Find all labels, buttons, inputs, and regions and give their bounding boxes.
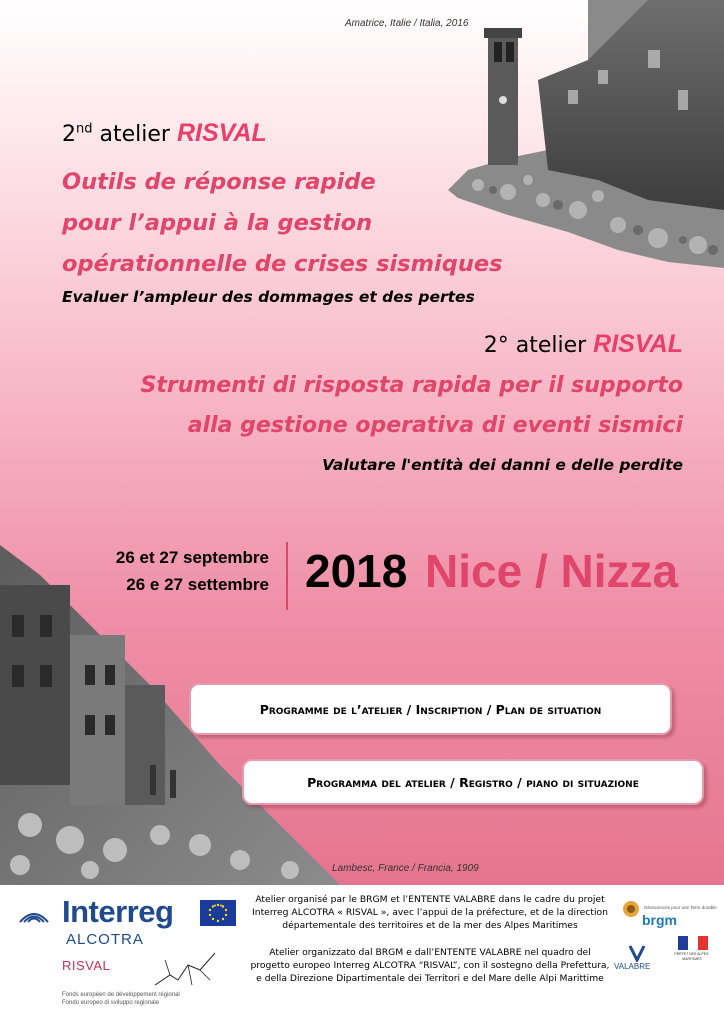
dates-french: 26 et 27 septembre — [115, 548, 269, 567]
date-divider — [286, 542, 288, 610]
french-title-line: pour l’appui à la gestion — [62, 210, 373, 236]
valabre-logo-text: VALABRE — [614, 962, 651, 971]
dates-italian: 26 e 27 settembre — [126, 575, 269, 594]
risval-label: RISVAL — [176, 119, 267, 147]
brgm-tagline: Géosciences pour une Terre durable — [644, 905, 717, 910]
risval-logo-text: RISVAL — [62, 958, 111, 973]
french-title-line: opérationnelle de crises sismiques — [62, 251, 503, 277]
eu-flag-icon — [200, 900, 236, 926]
italian-subtitle: Valutare l'entità dei danni e delle perdite — [322, 456, 683, 474]
fund-fr-text: Fonds européen de développement régional — [62, 992, 180, 998]
brgm-logo-text: brgm — [642, 912, 677, 928]
prefet-logo-text: PRÉFET DES ALPES-MARITIMES — [674, 952, 710, 961]
ordinal-number: 2 — [62, 122, 76, 147]
risval-label: RISVAL — [593, 330, 683, 358]
programme-button-it-label: Programma del atelier / Registro / piano di situazione — [307, 774, 639, 790]
ordinal-suffix: nd — [76, 121, 93, 137]
french-title — [62, 162, 532, 285]
interreg-logo-text: Interreg — [62, 894, 174, 929]
fund-it-text: Fondo europeo di sviluppo regionale — [62, 1000, 160, 1006]
brgm-logo-icon — [622, 900, 640, 918]
event-year: 2018 — [305, 545, 408, 597]
photo-caption-bottom: Lambesc, France / Francia, 1909 — [332, 863, 479, 874]
organizer-text-fr: Atelier organisé par le BRGM et l’ENTENTE VALABRE dans le cadre du projet Interreg ALCOTRA « RISVAL », avec l’appui de la préfecture, et de la direction départementale des territoires et de la mer des Alpes Maritimes — [252, 894, 608, 931]
valabre-logo-icon — [628, 944, 646, 962]
programme-button-it[interactable] — [242, 759, 704, 805]
french-title-line: Outils de réponse rapide — [62, 169, 376, 195]
italian-heading — [484, 330, 683, 359]
programme-button-fr[interactable] — [189, 683, 672, 735]
organizer-text-it: Atelier organizzato dal BRGM e dall’ENTENTE VALABRE nel quadro del progetto europeo Interreg ALCOTRA “RISVAL”, con il sostegno della Prefettura, e della Direzione Dipartimentale dei Territori e del Mare delle Alpi Marittime — [250, 947, 610, 984]
alcotra-logo-text: ALCOTRA — [66, 931, 144, 948]
french-subtitle: Evaluer l’ampleur des dommages et des pertes — [62, 288, 475, 306]
italian-title-line: Strumenti di risposta rapida per il supporto — [140, 373, 683, 398]
italian-title — [63, 366, 683, 446]
event-city: Nice / Nizza — [425, 545, 679, 597]
interreg-arc-icon — [18, 906, 50, 926]
atelier-label: atelier — [99, 122, 170, 147]
risval-crack-icon — [150, 945, 220, 995]
french-heading — [62, 119, 267, 148]
french-flag-icon — [678, 936, 708, 950]
photo-caption-top: Amatrice, Italie / Italia, 2016 — [345, 18, 469, 29]
programme-button-fr-label: Programme de l’atelier / Inscription / Plan de situation — [259, 701, 602, 717]
event-dates — [116, 544, 269, 598]
italian-title-line: alla gestione operativa di eventi sismici — [187, 413, 683, 438]
italian-heading-label: 2° atelier — [483, 333, 587, 358]
